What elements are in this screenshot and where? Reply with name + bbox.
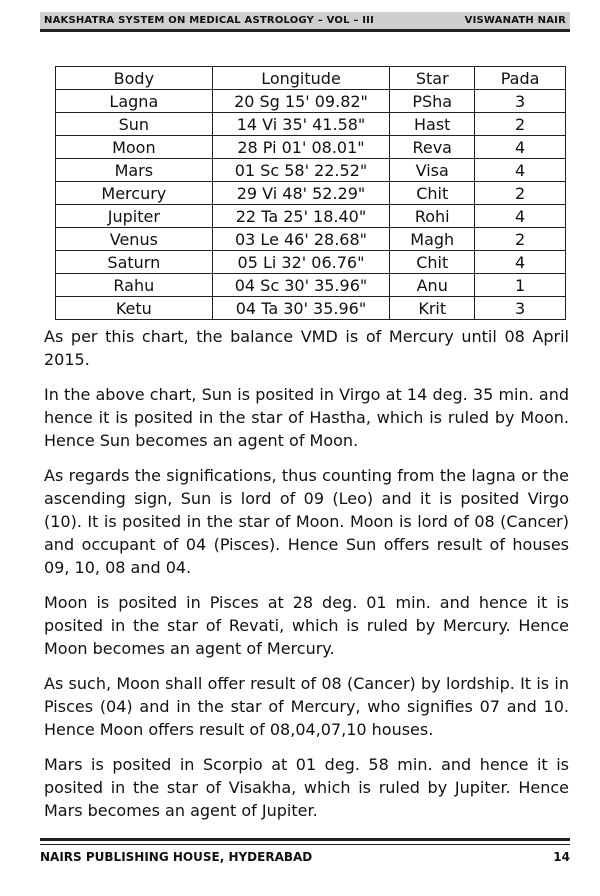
cell-longitude: 04 Sc 30' 35.96" [212, 274, 390, 297]
cell-body: Mars [56, 159, 213, 182]
paragraph: As such, Moon shall offer result of 08 (Cancer) by lordship. It is in Pisces (04) and in the star of Mercury, who signifies 07 and 10. Hence Moon offers result of 08,04,07,10 houses. [44, 674, 569, 739]
cell-pada: 2 [475, 113, 566, 136]
running-footer [40, 850, 570, 864]
cell-longitude: 05 Li 32' 06.76" [212, 251, 390, 274]
table-row [56, 297, 566, 320]
running-header [40, 12, 570, 32]
cell-longitude: 03 Le 46' 28.68" [212, 228, 390, 251]
paragraph: In the above chart, Sun is posited in Virgo at 14 deg. 35 min. and hence it is posited in the star of Hastha, which is ruled by Moon. Hence Sun becomes an agent of Moon. [44, 385, 569, 450]
cell-star: Hast [390, 113, 475, 136]
cell-star: Krit [390, 297, 475, 320]
cell-star: Magh [390, 228, 475, 251]
cell-body: Mercury [56, 182, 213, 205]
paragraph: Moon is posited in Pisces at 28 deg. 01 min. and hence it is posited in the star of Revati, which is ruled by Mercury. Hence Moon becomes an agent of Mercury. [44, 593, 569, 658]
body-text [44, 325, 569, 834]
cell-pada: 4 [475, 159, 566, 182]
cell-longitude: 01 Sc 58' 22.52" [212, 159, 390, 182]
column-header-longitude: Longitude [212, 67, 390, 90]
paragraph: Mars is posited in Scorpio at 01 deg. 58 min. and hence it is posited in the star of Visakha, which is ruled by Jupiter. Hence Mars becomes an agent of Jupiter. [44, 755, 569, 820]
cell-longitude: 04 Ta 30' 35.96" [212, 297, 390, 320]
cell-star: Chit [390, 182, 475, 205]
cell-body: Sun [56, 113, 213, 136]
cell-pada: 4 [475, 136, 566, 159]
cell-body: Saturn [56, 251, 213, 274]
planet-positions-table [55, 66, 566, 320]
cell-pada: 3 [475, 297, 566, 320]
cell-pada: 4 [475, 205, 566, 228]
cell-longitude: 29 Vi 48' 52.29" [212, 182, 390, 205]
header-author: VISWANATH NAIR [464, 15, 566, 26]
cell-body: Venus [56, 228, 213, 251]
table-row [56, 90, 566, 113]
column-header-star: Star [390, 67, 475, 90]
footer-rule [40, 838, 570, 841]
table-row [56, 113, 566, 136]
cell-star: PSha [390, 90, 475, 113]
footer-rule-thin [40, 844, 570, 845]
table-row [56, 182, 566, 205]
footer-publisher: NAIRS PUBLISHING HOUSE, HYDERABAD [40, 850, 313, 864]
cell-longitude: 20 Sg 15' 09.82" [212, 90, 390, 113]
cell-pada: 4 [475, 251, 566, 274]
cell-pada: 1 [475, 274, 566, 297]
cell-longitude: 22 Ta 25' 18.40" [212, 205, 390, 228]
cell-body: Moon [56, 136, 213, 159]
header-title: NAKSHATRA SYSTEM ON MEDICAL ASTROLOGY – VOL – III [44, 15, 374, 26]
cell-longitude: 28 Pi 01' 08.01" [212, 136, 390, 159]
cell-star: Visa [390, 159, 475, 182]
paragraph: As per this chart, the balance VMD is of Mercury until 08 April 2015. [44, 327, 569, 369]
cell-longitude: 14 Vi 35' 41.58" [212, 113, 390, 136]
table-row [56, 205, 566, 228]
column-header-pada: Pada [475, 67, 566, 90]
cell-star: Reva [390, 136, 475, 159]
cell-star: Anu [390, 274, 475, 297]
table-row [56, 251, 566, 274]
table-header-row [56, 67, 566, 90]
cell-body: Lagna [56, 90, 213, 113]
cell-body: Jupiter [56, 205, 213, 228]
cell-star: Chit [390, 251, 475, 274]
page-number: 14 [553, 850, 570, 864]
cell-pada: 2 [475, 182, 566, 205]
table-row [56, 274, 566, 297]
cell-pada: 2 [475, 228, 566, 251]
cell-star: Rohi [390, 205, 475, 228]
cell-body: Rahu [56, 274, 213, 297]
cell-pada: 3 [475, 90, 566, 113]
column-header-body: Body [56, 67, 213, 90]
table-row [56, 136, 566, 159]
paragraph: As regards the significations, thus counting from the lagna or the ascending sign, Sun is lord of 09 (Leo) and it is posited Virgo (10). It is posited in the star of Moon. Moon is lord of 08 (Cancer) and occupant of 04 (Pisces). Hence Sun offers result of houses 09, 10, 08 and 04. [44, 466, 569, 577]
table-row [56, 228, 566, 251]
table-row [56, 159, 566, 182]
cell-body: Ketu [56, 297, 213, 320]
